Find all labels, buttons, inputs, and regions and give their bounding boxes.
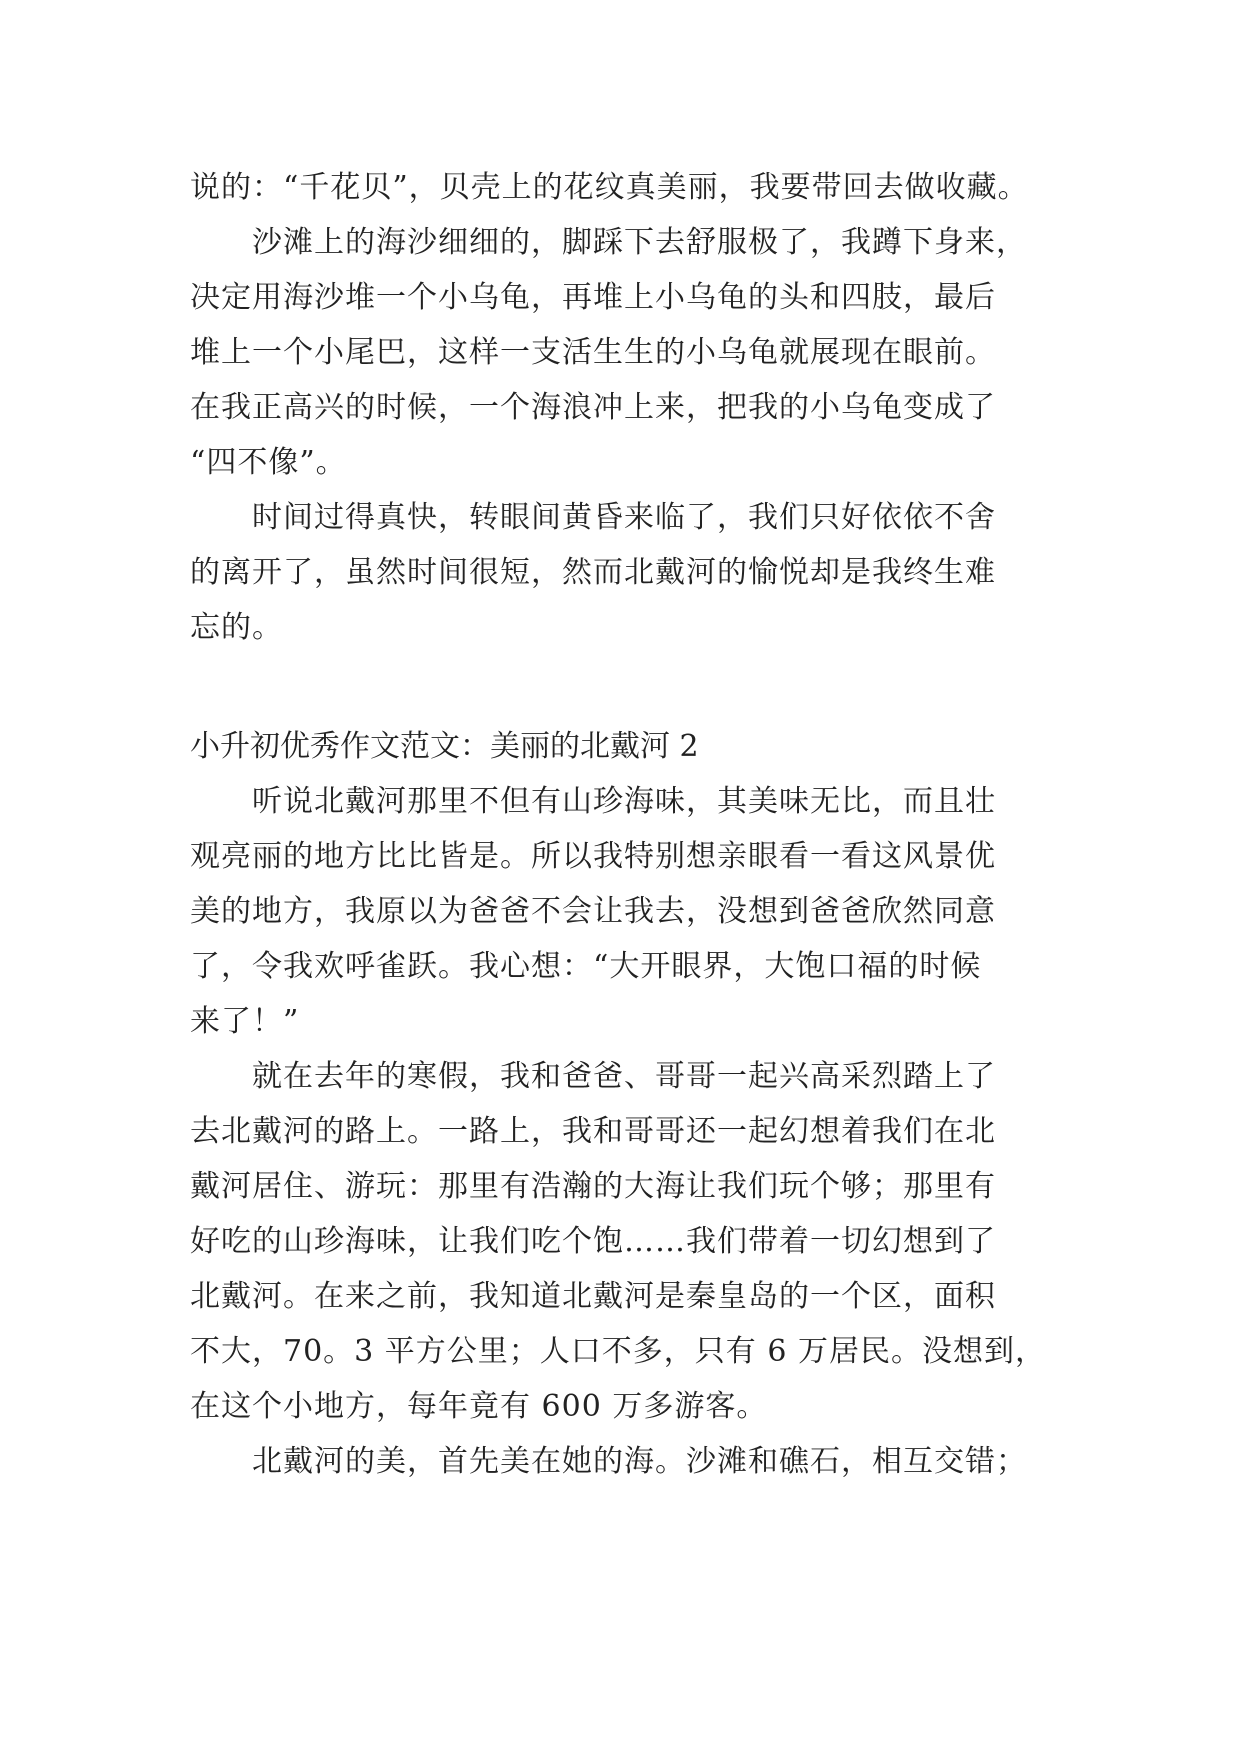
paragraph-line: 堆上一个小尾巴，这样一支活生生的小乌龟就展现在眼前。: [190, 335, 996, 370]
paragraph-line: 在我正高兴的时候，一个海浪冲上来，把我的小乌龟变成了: [190, 390, 996, 425]
paragraph-line: 在这个小地方，每年竟有 600 万多游客。: [190, 1389, 768, 1424]
paragraph-line: “四不像”。: [190, 445, 347, 480]
paragraph-line: 去北戴河的路上。一路上，我和哥哥还一起幻想着我们在北: [190, 1114, 996, 1149]
paragraph-line: 观亮丽的地方比比皆是。所以我特别想亲眼看一看这风景优: [190, 839, 996, 874]
paragraph-line: 就在去年的寒假，我和爸爸、哥哥一起兴高采烈踏上了: [190, 1059, 996, 1094]
paragraph-line: 的离开了，虽然时间很短，然而北戴河的愉悦却是我终生难: [190, 555, 996, 590]
paragraph-line: 时间过得真快，转眼间黄昏来临了，我们只好依依不舍: [190, 500, 996, 535]
paragraph-line: 北戴河的美，首先美在她的海。沙滩和礁石，相互交错；: [190, 1444, 1027, 1479]
paragraph-line: 不大，70。3 平方公里；人口不多，只有 6 万居民。没想到，: [190, 1334, 1046, 1369]
paragraph-line: 美的地方，我原以为爸爸不会让我去，没想到爸爸欣然同意: [190, 894, 996, 929]
paragraph-line: 决定用海沙堆一个小乌龟，再堆上小乌龟的头和四肢，最后: [190, 280, 996, 315]
section-title: 小升初优秀作文范文：美丽的北戴河 2: [190, 729, 699, 764]
paragraph-line: 戴河居住、游玩：那里有浩瀚的大海让我们玩个够；那里有: [190, 1169, 996, 1204]
paragraph-line: 听说北戴河那里不但有山珍海味，其美味无比，而且壮: [190, 784, 996, 819]
paragraph-line: 说的：“千花贝”，贝壳上的花纹真美丽，我要带回去做收藏。: [190, 170, 1029, 205]
paragraph-line: 沙滩上的海沙细细的，脚踩下去舒服极了，我蹲下身来，: [190, 225, 1027, 260]
paragraph-line: 忘的。: [190, 610, 283, 645]
paragraph-line: 了，令我欢呼雀跃。我心想：“大开眼界，大饱口福的时候: [190, 949, 982, 984]
paragraph-line: 北戴河。在来之前，我知道北戴河是秦皇岛的一个区，面积: [190, 1279, 996, 1314]
paragraph-line: 来了！”: [190, 1004, 300, 1039]
paragraph-line: 好吃的山珍海味，让我们吃个饱……我们带着一切幻想到了: [190, 1224, 996, 1259]
